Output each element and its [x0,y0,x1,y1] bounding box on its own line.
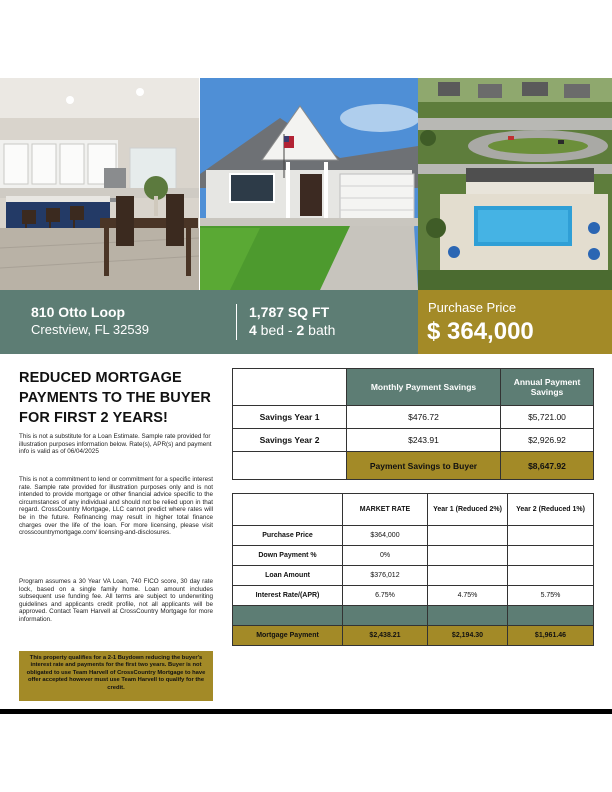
table-row [233,526,594,546]
row-label: Mortgage Payment [233,626,343,646]
monthly-savings-header: Monthly Payment Savings [347,369,501,406]
address-panel [0,290,418,354]
spacer-cell [233,606,343,626]
kitchen-photo [0,78,199,290]
headline: REDUCED MORTGAGE PAYMENTS TO THE BUYER FOR FIRST 2 YEARS! [19,370,211,426]
year2-payment: $1,961.46 [508,626,594,646]
table-row [233,429,594,452]
market-value: 0% [343,546,428,566]
photo-strip [0,78,612,290]
empty-cell [233,452,347,480]
program-assumptions: Program assumes a 30 Year VA Loan, 740 FICO score, 30 day rate lock, based on a single family home. Loan amount includes subsequent use funding fee. All terms are subject to underwriting guidelines and applicants credit profile, not all applicants will be approved. Contact Team Harvell at CrossCountry Mortgage for more information. [19,578,213,623]
empty-header-cell [233,369,347,406]
purchase-price-value: $ 364,000 [427,318,534,345]
bath-count: 2 [296,322,305,338]
market-rate-header: MARKET RATE [343,494,428,526]
city-state-zip: Crestview, FL 32539 [31,322,150,337]
spacer-cell [343,606,428,626]
table-row [233,586,594,606]
community-pool-aerial-photo [418,78,612,290]
empty-header-cell [233,494,343,526]
loan-estimate-disclaimer: This is not a substitute for a Loan Estimate. Sample rate provided for illustration purposes information below. Rate(s), APR(s) and payment info is valid as of 06/04/2025 [19,433,212,456]
row-label: Loan Amount [233,566,343,586]
year2-header: Year 2 (Reduced 1%) [508,494,594,526]
buydown-callout-text: This property qualifies for a 2-1 Buydown reducing the buyer's interest rate and payments for the first two years. Buyer is not obligated to use Team Harvell of CrossCountry Mortgage to have offer accepted however must use Team Harvell to qualify for the credit. [26,655,206,691]
year1-value [428,566,508,586]
year1-value: 4.75% [428,586,508,606]
row-label: Savings Year 1 [233,406,347,429]
bath-label: bath [304,322,336,338]
annual-savings-header: Annual Payment Savings [501,369,594,406]
commitment-disclaimer: This is not a commitment to lend or commitment for a specific interest rate. Sample rate provided for illustration purposes only and is not intended to provide mortgage or other financial advice specific to the circumstances of any individual and should not be relied upon in that regard. CrossCountry Mortgage, LLC cannot predict where rates will be in the future. Refinancing may result in higher total finance charges over the life of the loan. For more licensing, please visit crosscountrymortgage.com/ licensing-and-disclosures. [19,476,213,537]
savings-header-row [233,369,594,406]
year2-value [508,546,594,566]
year2-value [508,526,594,546]
listing-banner [0,290,612,354]
market-value: $376,012 [343,566,428,586]
total-row [233,452,594,480]
year1-value [428,526,508,546]
row-label: Interest Rate/(APR) [233,586,343,606]
table-row [233,546,594,566]
year2-value: 5.75% [508,586,594,606]
row-label: Purchase Price [233,526,343,546]
monthly-value: $243.91 [347,429,501,452]
square-footage: 1,787 SQ FT [249,304,330,320]
rate-comparison-table [232,493,594,646]
total-savings-label: Payment Savings to Buyer [347,452,501,480]
spacer-cell [428,606,508,626]
spacer-cell [508,606,594,626]
total-savings-value: $8,647.92 [501,452,594,480]
market-payment: $2,438.21 [343,626,428,646]
savings-table [232,368,594,480]
bed-bath-count [249,322,335,338]
table-row [233,566,594,586]
bed-count: 4 [249,322,257,338]
market-value: $364,000 [343,526,428,546]
market-value: 6.75% [343,586,428,606]
footer-bar [0,709,612,714]
divider [236,304,237,340]
price-panel [418,290,612,354]
mortgage-payment-row [233,626,594,646]
year1-value [428,546,508,566]
row-label: Savings Year 2 [233,429,347,452]
annual-value: $2,926.92 [501,429,594,452]
rate-header-row [233,494,594,526]
table-row [233,406,594,429]
monthly-value: $476.72 [347,406,501,429]
annual-value: $5,721.00 [501,406,594,429]
street-address: 810 Otto Loop [31,304,126,320]
year1-payment: $2,194.30 [428,626,508,646]
bed-label: bed - [256,322,297,338]
buydown-callout [19,651,213,701]
year1-header: Year 1 (Reduced 2%) [428,494,508,526]
purchase-price-label: Purchase Price [428,300,517,315]
row-label: Down Payment % [233,546,343,566]
house-exterior-photo [200,78,418,290]
year2-value [508,566,594,586]
spacer-row [233,606,594,626]
